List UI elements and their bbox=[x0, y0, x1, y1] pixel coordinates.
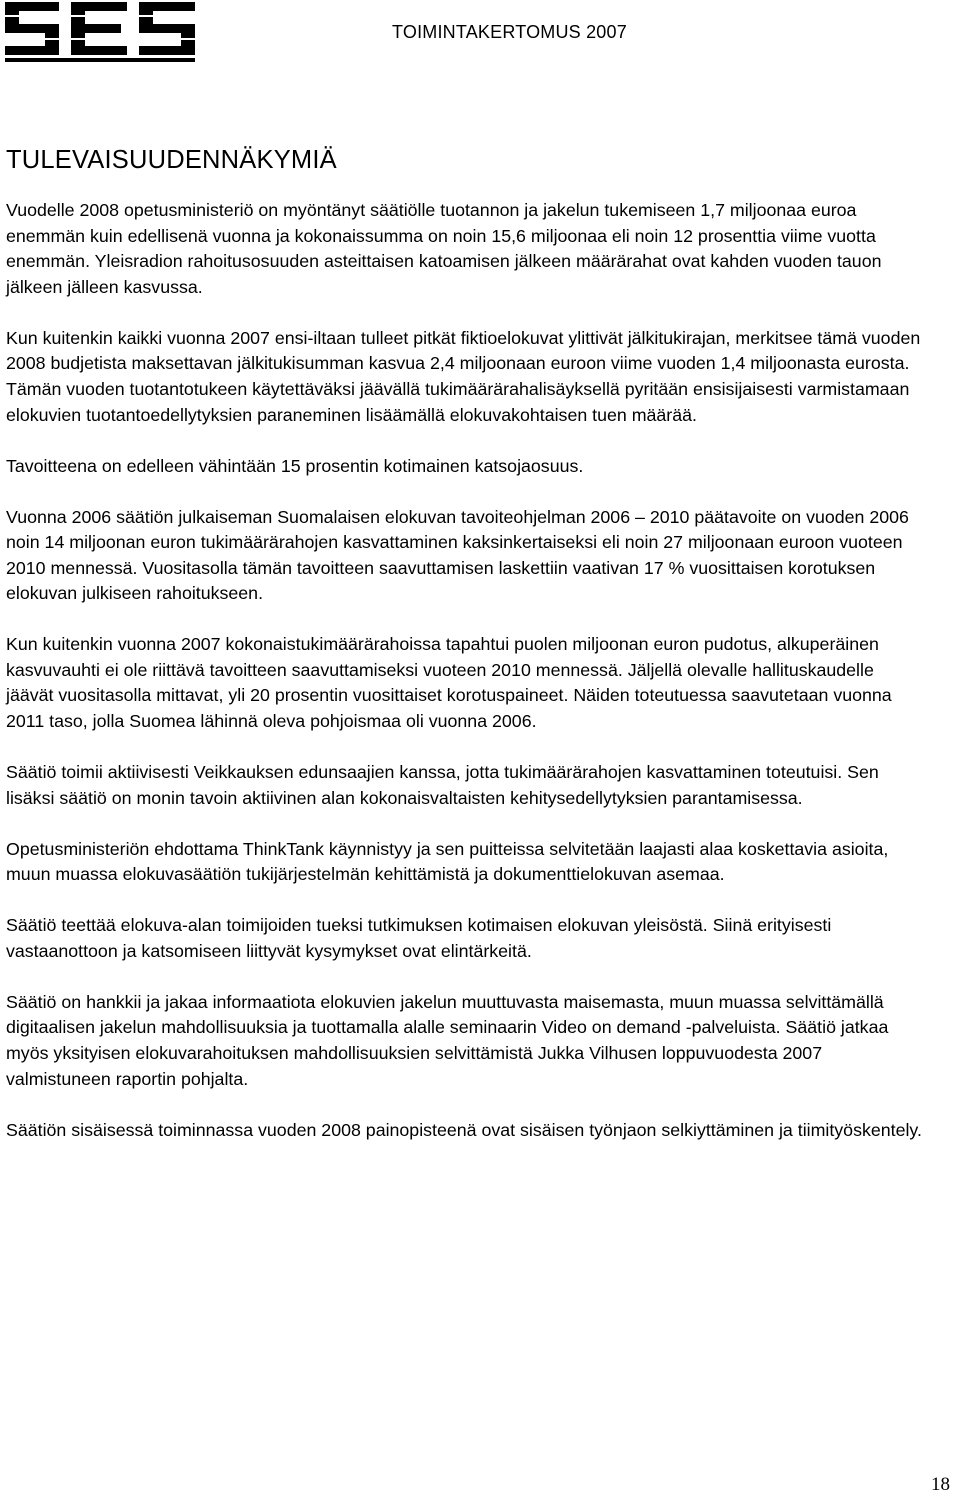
paragraph-thinktank: Opetusministeriön ehdottama ThinkTank käynnistyy ja sen puitteissa selvitetään laajasti alaa koskettavia asioita, muun muassa elokuvasäätiön tukijärjestelmän kehittämistä ja dokumenttielokuvan asemaa. bbox=[6, 838, 889, 885]
document-body bbox=[6, 198, 926, 1169]
page-header bbox=[0, 0, 960, 64]
paragraph-post-support: Kun kuitenkin kaikki vuonna 2007 ensi-iltaan tulleet pitkät fiktioelokuvat ylittivät jälkitukirajan, merkitsee tämä vuoden 2008 budjetista maksettavan jälkitukisumman kasvua 2,4 miljoonaan euroon viime vuoden 1,4 miljoonasta eurosta. Tämän vuoden tuotantotukeen käytettäväksi jäävällä tukimäärärahalisäyksellä pyritään ensisijaisesti varmistamaan elokuvien tuotantoedellytyksien paraneminen lisäämällä elokuvakohtaisen tuen määrää. bbox=[6, 327, 921, 425]
paragraph-budget-2008: Vuodelle 2008 opetusministeriö on myöntänyt säätiölle tuotannon ja jakelun tukemiseen 1,7 miljoonaa euroa enemmän kuin edellisenä vuonna ja kokonaissumma on noin 15,6 miljoonaa eli noin 12 prosenttia viime vuotta enemmän. Yleisradion rahoitusosuuden asteittaisen katoamisen jälkeen määrärahat ovat kahden vuoden tauon jälkeen jälleen kasvussa. bbox=[6, 200, 882, 297]
paragraph-veikkaus: Säätiö toimii aktiivisesti Veikkauksen edunsaajien kanssa, jotta tukimäärärahojen kasvattaminen toteutuisi. Sen lisäksi säätiö on monin tavoin aktiivinen alan kokonaisvaltaisten kehitysedellytyksien parantamisessa. bbox=[6, 762, 879, 808]
paragraph-funding-decline: Kun kuitenkin vuonna 2007 kokonaistukimäärärahoissa tapahtui puolen miljoonan euron pudotus, alkuperäinen kasvuvauhti ei ole riittävä tavoitteen saavuttamiseksi vuoteen 2010 mennessä. Jäljellä olevalle hallituskaudelle jäävät vuositasolla mittavat, yli 20 prosentin vuosittaiset korotuspaineet. Näiden toteutuessa saavutetaan vuonna 2011 taso, jolla Suomea lähinnä oleva pohjoismaa oli vuonna 2006. bbox=[6, 634, 892, 732]
ses-logo-icon bbox=[5, 2, 195, 62]
paragraph-audience-research: Säätiö teettää elokuva-alan toimijoiden tueksi tutkimuksen kotimaisen elokuvan yleisöstä. Siinä erityisesti vastaanottoon ja katsomiseen liittyvät kysymykset ovat elintärkeitä. bbox=[6, 915, 832, 961]
paragraph-target-program: Vuonna 2006 säätiön julkaiseman Suomalaisen elokuvan tavoiteohjelman 2006 – 2010 päätavoite on vuoden 2006 noin 14 miljoonan euron tukimäärärahojen kasvattaminen kaksinkertaiseksi eli noin 27 miljoonaan euroon vuoteen 2010 mennessä. Vuositasolla tämän tavoitteen saavuttamisen laskettiin vaativan 17 % vuosittaisen korotuksen elokuvan julkiseen rahoitukseen. bbox=[6, 506, 909, 604]
paragraph-audience-goal: Tavoitteena on edelleen vähintään 15 prosentin kotimainen katsojaosuus. bbox=[6, 455, 584, 476]
page-number: 18 bbox=[931, 1474, 950, 1495]
paragraph-distribution: Säätiö on hankkii ja jakaa informaatiota elokuvien jakelun muuttuvasta maisemasta, muun muassa selvittämällä digitaalisen jakelun mahdollisuuksia ja tuottamalla alalle seminaarin Video on demand -palveluista. Säätiö jatkaa myös yksityisen elokuvarahoituksen mahdollisuuksien selvittämistä Jukka Vilhusen loppuvuodesta 2007 valmistuneen raportin pohjalta. bbox=[6, 991, 889, 1089]
ses-logo-graphic bbox=[5, 2, 195, 62]
page-title: TULEVAISUUDENNÄKYMIÄ bbox=[6, 146, 337, 174]
paragraph-internal-focus: Säätiön sisäisessä toiminnassa vuoden 2008 painopisteenä ovat sisäisen työnjaon selkiyttäminen ja tiimityöskentely. bbox=[6, 1119, 922, 1140]
header-title: TOIMINTAKERTOMUS 2007 bbox=[392, 22, 627, 42]
